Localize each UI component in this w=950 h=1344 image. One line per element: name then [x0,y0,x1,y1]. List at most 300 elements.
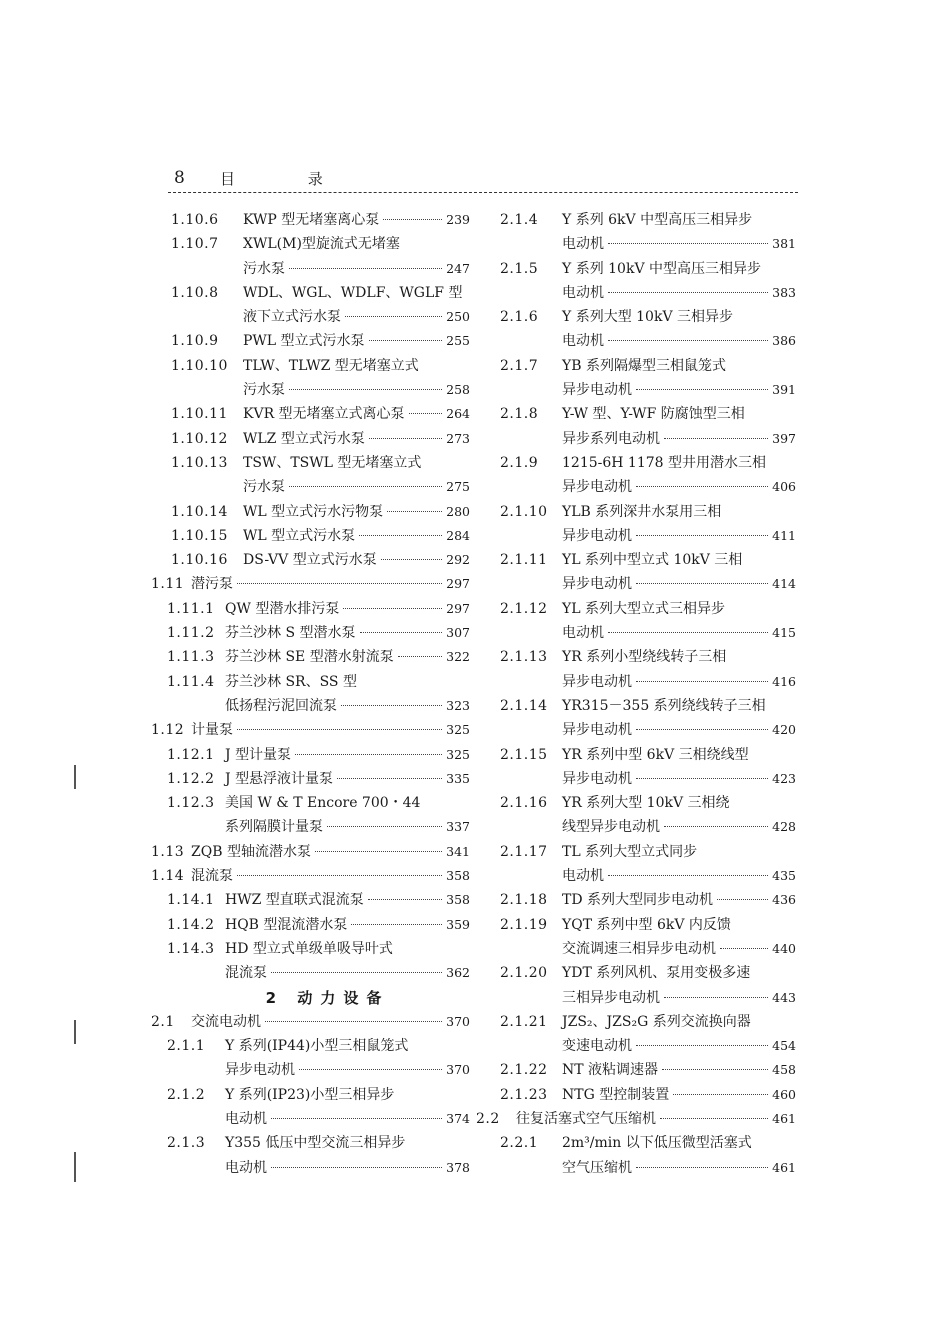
toc-entry[interactable] [476,1058,796,1082]
toc-entry-title: TLW、TLWZ 型无堵塞立式 [243,357,419,374]
leader-dots [289,267,442,269]
toc-entry[interactable] [145,791,470,840]
leader-dots [359,534,442,536]
toc-line [476,1034,796,1058]
toc-entry-title: 异步电动机 [562,382,632,399]
toc-page-number: 258 [446,382,470,398]
toc-entry-number: 1.10.7 [171,236,219,253]
toc-entry-title: XWL(M)型旋流式无堵塞 [243,236,400,253]
toc-line [145,1010,470,1034]
toc-entry-title: 异步电动机 [562,673,632,690]
toc-entry-title: 异步电动机 [562,576,632,593]
toc-line [145,281,470,305]
toc-page-number: 359 [446,916,470,932]
toc-entry-number: 2.2.1 [500,1135,539,1152]
toc-entry-number: 1.10.12 [171,430,228,447]
toc-line [145,670,470,694]
leader-dots [664,996,768,998]
toc-line [476,354,796,378]
toc-entry-title: KWP 型无堵塞离心泵 [243,212,380,228]
toc-line [476,208,796,232]
leader-dots [636,534,768,536]
toc-entry-title: 液下立式污水泵 [243,309,341,326]
toc-line [145,427,470,451]
toc-page-number: 335 [446,770,470,786]
toc-entry[interactable] [145,500,470,524]
toc-line [145,329,470,353]
toc-entry[interactable] [145,1034,470,1083]
toc-page-number: 358 [446,892,470,908]
toc-entry-title: TD 系列大型同步电动机 [562,892,714,909]
toc-entry-number: 1.10.10 [171,357,228,374]
leader-dots [237,728,442,730]
toc-line [145,208,470,232]
toc-entry[interactable] [476,961,796,1010]
leader-dots [608,874,768,876]
toc-page-number: 307 [446,625,470,641]
toc-entry[interactable] [145,670,470,719]
toc-entry[interactable] [145,451,470,500]
toc-entry-title: 电动机 [225,1110,267,1127]
toc-entry-title: 污水泵 [243,382,285,399]
leader-dots [351,923,442,925]
toc-entry[interactable] [476,305,796,354]
toc-line [145,232,470,256]
toc-entry-title: HD 型立式单级单吸导叶式 [225,940,393,957]
toc-entry[interactable] [476,1083,796,1107]
toc-page-number: 416 [772,673,796,689]
toc-entry-title: WLZ 型立式污水泵 [243,430,365,447]
toc-entry[interactable] [145,402,470,426]
toc-line [476,1107,796,1131]
toc-entry-title: WL 型立式污水污物泵 [243,503,384,520]
toc-page-number: 325 [446,722,470,738]
leader-dots [608,631,768,633]
toc-line [145,961,470,985]
toc-entry-title: 异步电动机 [225,1062,295,1079]
toc-entry[interactable] [476,500,796,549]
toc-page-number: 284 [446,527,470,543]
leader-dots [720,947,768,949]
toc-line [145,597,470,621]
toc-page-number: 461 [772,1110,796,1126]
toc-line [476,694,796,718]
toc-entry-title: 芬兰沙林 S 型潜水泵 [225,625,356,642]
toc-line [476,961,796,985]
toc-entry-title: YLB 系列深井水泵用三相 [562,503,722,520]
leader-dots [341,704,442,706]
toc-line [476,572,796,596]
toc-entry-title: 异步电动机 [562,527,632,544]
toc-entry-title: 芬兰沙林 SR、SS 型 [225,673,357,690]
toc-line [476,743,796,767]
leader-dots [636,1166,768,1168]
toc-line [476,1156,796,1180]
leader-dots [345,315,442,317]
toc-left-column [145,208,470,1180]
toc-line [145,718,470,742]
toc-entry-title: WL 型立式污水泵 [243,527,356,544]
toc-entry[interactable] [476,1107,796,1131]
margin-mark [74,1152,76,1182]
toc-entry[interactable] [476,791,796,840]
leader-dots [636,680,768,682]
toc-line [145,451,470,475]
toc-entry-number: 2.2 [476,1110,500,1127]
leader-dots [289,485,442,487]
toc-entry[interactable] [145,329,470,353]
toc-line [145,1107,470,1131]
toc-line [145,767,470,791]
toc-page-number: 239 [446,212,470,227]
toc-entry[interactable] [476,402,796,451]
toc-entry-title: Y 系列 10kV 中型高压三相异步 [562,260,762,277]
toc-line [145,791,470,815]
toc-page-number: 458 [772,1062,796,1078]
toc-entry-number: 2.1.4 [500,212,539,228]
toc-line [476,986,796,1010]
toc-line [145,815,470,839]
toc-line [476,645,796,669]
toc-page-number: 370 [446,1062,470,1078]
toc-line [145,354,470,378]
toc-line [145,888,470,912]
toc-entry-number: 2.1.6 [500,309,539,326]
leader-dots [636,485,768,487]
toc-line [145,864,470,888]
leader-dots [636,582,768,584]
toc-entry-number: 2.1.11 [500,552,548,569]
toc-page-number: 325 [446,746,470,762]
leader-dots [343,607,442,609]
toc-entry-number: 1.10.16 [171,552,228,569]
toc-entry[interactable] [476,913,796,962]
leader-dots [398,655,442,657]
toc-entry-title: PWL 型立式污水泵 [243,333,365,350]
toc-page-number: 428 [772,819,796,835]
toc-entry[interactable] [145,548,470,572]
toc-entry-number: 1.10.9 [171,333,219,350]
leader-dots [315,850,442,852]
toc-entry[interactable] [145,524,470,548]
leader-dots [369,437,442,439]
toc-entry-number: 2.1.19 [500,916,548,933]
leader-dots [271,1166,442,1168]
margin-mark [74,1020,76,1044]
toc-entry-number: 2.1.10 [500,503,548,520]
toc-entry[interactable] [145,597,470,621]
section-heading: 2 动力设备 [265,988,390,1007]
toc-line [476,257,796,281]
toc-entry-title: 异步电动机 [562,722,632,739]
toc-page-number: 386 [772,333,796,349]
toc-page-number: 358 [446,868,470,884]
toc-entry[interactable] [145,281,470,330]
toc-entry-number: 2.1.8 [500,406,539,423]
toc-line [476,329,796,353]
toc-page-number: 247 [446,260,470,276]
toc-entry-title: YR315－355 系列绕线转子三相 [562,697,766,714]
toc-entry-title: 变速电动机 [562,1038,632,1055]
toc-line [476,670,796,694]
toc-entry-title: 2m³/min 以下低压微型活塞式 [562,1135,752,1152]
toc-entry-number: 2.1.12 [500,600,548,617]
toc-entry[interactable] [476,1131,796,1180]
toc-entry[interactable] [476,694,796,743]
toc-entry[interactable] [145,645,470,669]
toc-page-number: 423 [772,770,796,786]
page-number: 8 [174,168,185,188]
toc-page-number: 443 [772,989,796,1005]
toc-line [476,815,796,839]
leader-dots [608,339,768,341]
toc-line [476,1083,796,1107]
toc-entry-title: TSW、TSWL 型无堵塞立式 [243,454,422,471]
toc-entry-title: NT 液粘调速器 [562,1062,659,1079]
toc-line [476,840,796,864]
leader-dots [368,898,442,900]
toc-entry-title: TL 系列大型立式同步 [562,843,698,860]
toc-entry-number: 2.1.21 [500,1013,548,1030]
toc-entry-number: 1.10.14 [171,503,228,520]
toc-entry-number: 1.13 [151,843,185,860]
toc-entry-number: 1.11.2 [167,625,215,642]
leader-dots [409,412,443,414]
toc-entry-title: HWZ 型直联式混流泵 [225,892,364,909]
toc-entry[interactable] [476,840,796,889]
toc-line [145,1083,470,1107]
toc-page-number: 341 [446,843,470,859]
toc-entry-number: 2.1.22 [500,1062,548,1079]
toc-line [145,305,470,329]
toc-entry[interactable] [145,913,470,937]
toc-entry[interactable] [145,621,470,645]
toc-entry-title: 空气压缩机 [562,1159,632,1176]
toc-line [476,913,796,937]
toc-entry-title: NTG 型控制装置 [562,1086,670,1103]
toc-line [145,621,470,645]
toc-page-number: 275 [446,479,470,495]
toc-entry-title: WDL、WGL、WDLF、WGLF 型 [243,284,463,301]
toc-page-number: 370 [446,1013,470,1029]
toc-page-number: 420 [772,722,796,738]
toc-entry-title: 芬兰沙林 SE 型潜水射流泵 [225,649,394,666]
toc-entry-number: 2.1.1 [167,1038,206,1055]
toc-entry-number: 2.1.3 [167,1135,206,1152]
toc-entry-title: 异步电动机 [562,770,632,787]
toc-entry[interactable] [145,718,470,742]
toc-page-number: 383 [772,284,796,300]
toc-entry[interactable] [145,743,470,767]
leader-dots [664,437,768,439]
toc-entry-number: 1.12.1 [167,746,215,763]
toc-entry-number: 1.12 [151,722,185,739]
toc-line [145,402,470,426]
toc-entry[interactable] [145,572,470,596]
toc-entry-title: 低扬程污泥回流泵 [225,697,337,714]
toc-page-number: 454 [772,1038,796,1054]
toc-entry-title: 1215-6H 1178 型井用潜水三相 [562,454,767,471]
toc-line [145,475,470,499]
toc-entry-title: JZS₂、JZS₂G 系列交流换向器 [562,1013,751,1030]
toc-entry[interactable] [476,888,796,912]
toc-entry[interactable] [145,888,470,912]
toc-entry[interactable] [476,597,796,646]
toc-line [145,257,470,281]
toc-entry-number: 2.1.20 [500,965,548,982]
toc-entry-number: 2.1.5 [500,260,539,277]
toc-entry-number: 1.11.1 [167,600,215,617]
toc-entry[interactable] [476,208,796,257]
toc-entry-title: 电动机 [562,284,604,301]
toc-entry-number: 2.1.18 [500,892,548,909]
toc-entry-title: 电动机 [562,625,604,642]
toc-entry-title: 异步电动机 [562,479,632,496]
toc-page-number: 322 [446,649,470,665]
leader-dots [271,971,442,973]
toc-page-number: 411 [772,527,796,543]
leader-dots [327,825,442,827]
toc-entry[interactable] [476,743,796,792]
toc-line [476,427,796,451]
toc-entry[interactable] [145,1131,470,1180]
toc-entry[interactable] [145,864,470,888]
toc-entry-title: YR 系列大型 10kV 三相绕 [562,795,730,812]
leader-dots [299,1068,442,1070]
leader-dots [237,874,442,876]
toc-entry-number: 1.10.8 [171,284,219,301]
toc-page-number: 264 [446,406,470,422]
toc-entry-title: 往复活塞式空气压缩机 [516,1110,656,1127]
toc-entry-number: 1.10.11 [171,406,228,423]
toc-entry-title: YB 系列隔爆型三相鼠笼式 [562,357,726,374]
toc-entry-title: Y-W 型、Y-WF 防腐蚀型三相 [562,406,745,423]
leader-dots [636,728,768,730]
toc-line [145,645,470,669]
toc-page-number: 297 [446,576,470,592]
toc-entry-title: 混流泵 [191,868,233,885]
toc-entry-number: 1.14 [151,868,185,885]
toc-line [476,378,796,402]
toc-entry-number: 2.1 [151,1013,175,1030]
toc-entry[interactable] [145,937,470,986]
toc-entry-title: Y 系列(IP23)小型三相异步 [225,1086,395,1103]
toc-line [476,767,796,791]
toc-entry[interactable] [476,257,796,306]
toc-line [476,548,796,572]
toc-page-number: 440 [772,940,796,956]
toc-entry[interactable] [476,645,796,694]
toc-entry-title: 交流调速三相异步电动机 [562,940,716,957]
toc-entry[interactable] [476,451,796,500]
toc-entry-number: 1.12.2 [167,770,215,787]
toc-entry-number: 1.14.3 [167,940,215,957]
toc-entry-number: 1.11.4 [167,673,215,690]
toc-line [476,621,796,645]
toc-entry-title: YQT 系列中型 6kV 内反馈 [562,916,731,933]
toc-entry-title: Y355 低压中型交流三相异步 [225,1135,406,1152]
toc-page-number: 436 [772,892,796,908]
toc-page-number: 435 [772,868,796,884]
toc-page-number: 461 [772,1159,796,1175]
toc-line [145,548,470,572]
leader-dots [369,339,443,341]
toc-entry[interactable] [476,548,796,597]
page-header [168,166,798,196]
toc-entry-number: 1.11.3 [167,649,215,666]
toc-line [145,1156,470,1180]
toc-entry-title: 污水泵 [243,479,285,496]
toc-entry[interactable] [476,354,796,403]
toc-entry[interactable] [145,767,470,791]
toc-entry-title: Y 系列(IP44)小型三相鼠笼式 [225,1038,409,1055]
toc-entry-title: YR 系列中型 6kV 三相绕线型 [562,746,749,763]
toc-line [476,475,796,499]
toc-entry-number: 2.1.15 [500,746,548,763]
toc-line [476,937,796,961]
leader-dots [265,1020,442,1022]
toc-line [476,791,796,815]
toc-entry-title: YDT 系列风机、泵用变极多速 [562,965,751,982]
toc-entry[interactable] [145,232,470,281]
toc-entry-number: 2.1.16 [500,795,548,812]
leader-dots [383,218,442,220]
toc-entry-title: 线型异步电动机 [562,819,660,836]
toc-entry[interactable] [145,427,470,451]
toc-entry[interactable] [145,840,470,864]
toc-line [476,1010,796,1034]
leader-dots [662,1068,768,1070]
toc-entry-title: 污水泵 [243,260,285,277]
toc-page-number: 397 [772,430,796,446]
toc-entry[interactable] [145,1010,470,1034]
toc-line [145,1131,470,1155]
toc-line [476,451,796,475]
toc-entry[interactable] [145,354,470,403]
toc-entry-number: 1.10.13 [171,454,228,471]
toc-entry-title: YL 系列中型立式 10kV 三相 [562,552,743,569]
leader-dots [608,291,768,293]
toc-entry-title: 计量泵 [191,722,233,739]
toc-line [476,888,796,912]
toc-entry-title: Y 系列大型 10kV 三相异步 [562,309,734,326]
toc-line [476,718,796,742]
toc-line [476,1058,796,1082]
leader-dots [289,388,442,390]
toc-page-number: 406 [772,479,796,495]
toc-entry-title: YR 系列小型绕线转子三相 [562,649,727,666]
toc-line [145,1058,470,1082]
toc-entry-title: 系列隔膜计量泵 [225,819,323,836]
toc-line [145,572,470,596]
toc-entry-number: 2.1.14 [500,697,548,714]
toc-line [476,402,796,426]
toc-entry-number: 2.1.9 [500,454,539,471]
toc-line [145,840,470,864]
toc-line [145,500,470,524]
toc-entry-title: ZQB 型轴流潜水泵 [191,843,311,860]
toc-entry[interactable] [476,1010,796,1059]
toc-entry-title: 电动机 [225,1159,267,1176]
toc-entry[interactable] [145,208,470,232]
toc-line [145,694,470,718]
toc-entry-number: 1.10.6 [171,212,219,228]
toc-line [145,937,470,961]
toc-entry-title: 混流泵 [225,965,267,982]
toc-page-number: 415 [772,625,796,641]
toc-entry[interactable] [145,1083,470,1132]
margin-mark [74,765,76,789]
